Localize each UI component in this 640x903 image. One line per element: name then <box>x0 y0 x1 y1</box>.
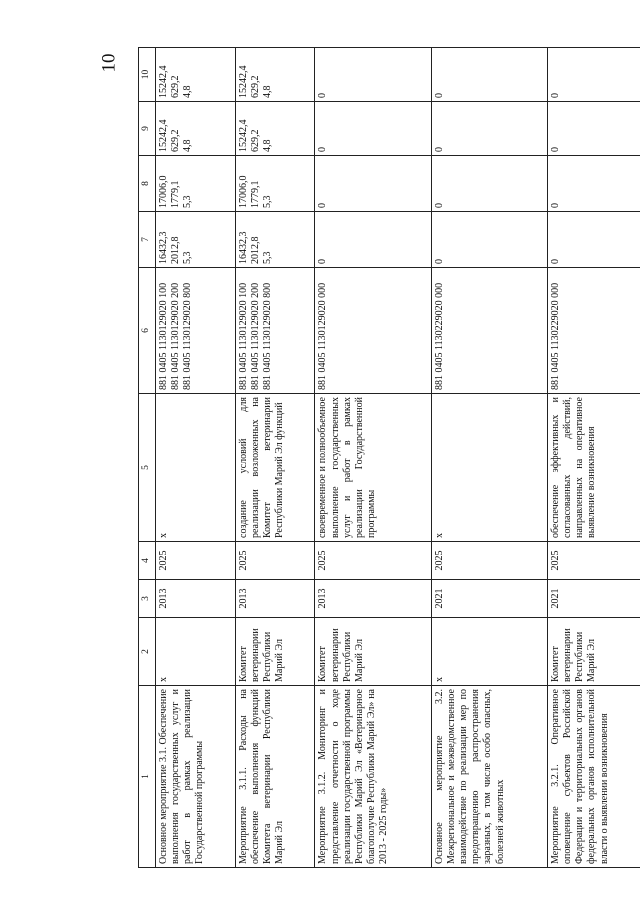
table-cell-c6 <box>155 268 235 394</box>
table-cell-c2: х <box>431 618 547 686</box>
column-header: 1 <box>139 686 156 868</box>
table-cell-c5: обеспечение эффективных и согласованных действий, направленных на оперативное выявление возникновения <box>547 394 640 542</box>
table-cell-c1: Мероприятие 3.2.1. Оперативное оповещение субъектов Российской Федерации и территориальных органов федеральных органов исполнительной власти о выявлении возникновения <box>547 686 640 868</box>
cell-line: 5,3 <box>261 195 273 208</box>
table-cell-c8 <box>155 156 235 212</box>
table-cell-c1: Мероприятие 3.1.2. Мониторинг и представление отчетности о ходе реализации государственной программы Республики Марий Эл «Ветеринарное благополучие Республики Марий Эл» на 2013 - 2025 годы» <box>315 686 431 868</box>
table-cell-c6 <box>235 268 315 394</box>
cell-line: 15242,4 <box>157 65 169 98</box>
table-cell-c5: создание условий для реализации возложенных на Комитет ветеринарии Республики Марий Эл функций <box>235 394 315 542</box>
cell-line: 0 <box>549 147 561 152</box>
cell-line: 0 <box>433 259 445 264</box>
table-cell-c4: 2025 <box>235 542 315 580</box>
cell-line: 629,2 <box>249 129 261 152</box>
column-header: 7 <box>139 212 156 268</box>
cell-line: 0 <box>549 259 561 264</box>
table-cell-c2: Комитет ветеринарии Республики Марий Эл <box>547 618 640 686</box>
cell-line: 881 0405 1130129020 200 <box>169 282 181 390</box>
cell-line: 0 <box>317 259 329 264</box>
cell-line: 0 <box>549 93 561 98</box>
table-cell-c5: своевременное и полнообъемное выполнение государственных услуг и работ в рамках реализации Государственной программы <box>315 394 431 542</box>
cell-line: 0 <box>549 203 561 208</box>
table-cell-c4: 2025 <box>155 542 235 580</box>
rotated-table-container <box>138 48 640 868</box>
cell-line: 15242,4 <box>237 119 249 152</box>
cell-line: 16432,3 <box>157 231 169 264</box>
table-cell-c3: 2021 <box>547 580 640 618</box>
cell-line: 0 <box>317 93 329 98</box>
table-cell-c4: 2025 <box>547 542 640 580</box>
table-cell-c6 <box>431 268 547 394</box>
table-cell-c9 <box>431 102 547 156</box>
table-cell-c9 <box>315 102 431 156</box>
table-cell-c2: Комитет ветеринарии Республики Марий Эл <box>235 618 315 686</box>
cell-line: 15242,4 <box>157 119 169 152</box>
column-header: 8 <box>139 156 156 212</box>
table-cell-c8 <box>235 156 315 212</box>
cell-line: 5,3 <box>181 195 193 208</box>
cell-line: 4,8 <box>261 85 273 98</box>
program-measures-table <box>138 47 640 868</box>
table-cell-c9 <box>235 102 315 156</box>
column-header: 4 <box>139 542 156 580</box>
table-row <box>235 48 315 868</box>
cell-line: 881 0405 1130229020 000 <box>433 282 445 390</box>
column-header: 6 <box>139 268 156 394</box>
cell-line: 629,2 <box>249 75 261 98</box>
table-cell-c10 <box>315 48 431 102</box>
cell-line: 2012,8 <box>169 236 181 264</box>
table-cell-c7 <box>155 212 235 268</box>
cell-line: 881 0405 1130129020 800 <box>261 282 273 390</box>
table-cell-c1: Основное мероприятие 3.2. Межрегиональное и межведомственное взаимодействие по реализации мер по предотвращению распространения заразных, в том числе особо опасных, болезней животных <box>431 686 547 868</box>
cell-line: 16432,3 <box>237 231 249 264</box>
table-cell-c9 <box>155 102 235 156</box>
table-cell-c2: х <box>155 618 235 686</box>
cell-line: 1779,1 <box>249 180 261 208</box>
cell-line: 4,8 <box>181 139 193 152</box>
cell-line: 17006,0 <box>237 175 249 208</box>
table-cell-c7 <box>315 212 431 268</box>
column-header: 2 <box>139 618 156 686</box>
column-header: 5 <box>139 394 156 542</box>
cell-line: 881 0405 1130129020 200 <box>249 282 261 390</box>
table-cell-c10 <box>235 48 315 102</box>
cell-line: 5,3 <box>261 251 273 264</box>
table-cell-c5: х <box>155 394 235 542</box>
cell-line: 629,2 <box>169 75 181 98</box>
cell-line: 881 0405 1130229020 000 <box>549 282 561 390</box>
cell-line: 881 0405 1130129020 800 <box>181 282 193 390</box>
cell-line: 629,2 <box>169 129 181 152</box>
cell-line: 881 0405 1130129020 100 <box>237 282 249 390</box>
table-cell-c1: Основное мероприятие 3.1. Обеспечение выполнения государственных услуг и работ в рамках реализации Государственной программы <box>155 686 235 868</box>
table-cell-c10 <box>155 48 235 102</box>
cell-line: 0 <box>317 203 329 208</box>
table-cell-c8 <box>315 156 431 212</box>
table-cell-c7 <box>235 212 315 268</box>
table-cell-c10 <box>431 48 547 102</box>
cell-line: 4,8 <box>181 85 193 98</box>
cell-line: 0 <box>317 147 329 152</box>
table-cell-c8 <box>431 156 547 212</box>
column-header: 3 <box>139 580 156 618</box>
table-cell-c8 <box>547 156 640 212</box>
table-body <box>155 48 640 868</box>
table-cell-c3: 2013 <box>315 580 431 618</box>
table-cell-c3: 2021 <box>431 580 547 618</box>
cell-line: 0 <box>433 93 445 98</box>
cell-line: 881 0405 1130129020 100 <box>157 282 169 390</box>
cell-line: 5,3 <box>181 251 193 264</box>
table-cell-c9 <box>547 102 640 156</box>
table-cell-c7 <box>547 212 640 268</box>
cell-line: 0 <box>433 203 445 208</box>
table-row <box>155 48 235 868</box>
cell-line: 17006,0 <box>157 175 169 208</box>
cell-line: 881 0405 1130129020 000 <box>317 282 329 390</box>
table-cell-c3: 2013 <box>155 580 235 618</box>
cell-line: 1779,1 <box>169 180 181 208</box>
table-cell-c4: 2025 <box>315 542 431 580</box>
table-cell-c10 <box>547 48 640 102</box>
column-header: 9 <box>139 102 156 156</box>
cell-line: 15242,4 <box>237 65 249 98</box>
page-number: 10 <box>98 53 120 73</box>
table-cell-c1: Мероприятие 3.1.1. Расходы на обеспечение выполнения функций Комитета ветеринарии Республики Марий Эл <box>235 686 315 868</box>
table-cell-c7 <box>431 212 547 268</box>
table-row <box>315 48 431 868</box>
table-cell-c4: 2025 <box>431 542 547 580</box>
table-cell-c6 <box>315 268 431 394</box>
table-header-row <box>139 48 156 868</box>
cell-line: 2012,8 <box>249 236 261 264</box>
table-cell-c6 <box>547 268 640 394</box>
column-header: 10 <box>139 48 156 102</box>
table-cell-c2: Комитет ветеринарии Республики Марий Эл <box>315 618 431 686</box>
table-row <box>547 48 640 868</box>
cell-line: 4,8 <box>261 139 273 152</box>
table-row <box>431 48 547 868</box>
table-cell-c3: 2013 <box>235 580 315 618</box>
cell-line: 0 <box>433 147 445 152</box>
table-cell-c5: х <box>431 394 547 542</box>
